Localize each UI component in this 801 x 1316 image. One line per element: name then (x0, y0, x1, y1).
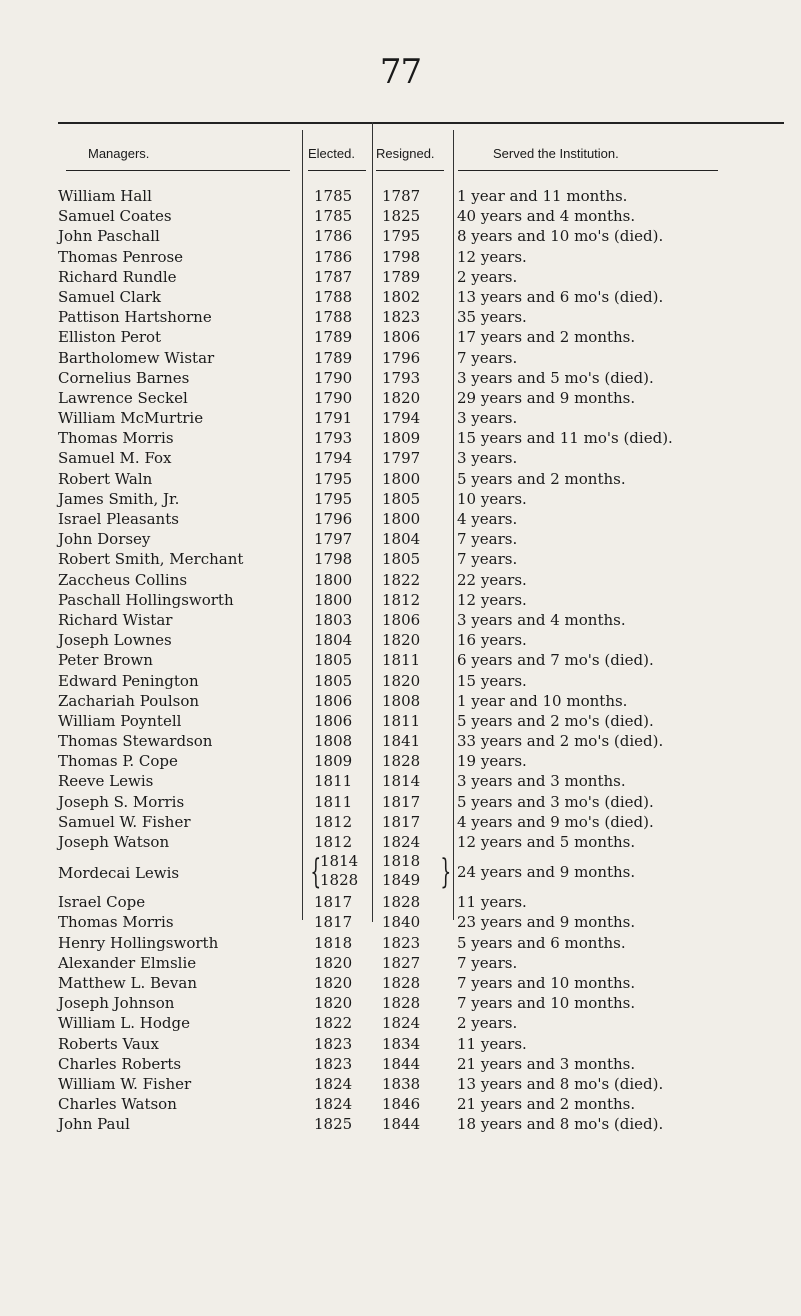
resigned-year: 1804 (382, 530, 421, 549)
elected-year: 1804 (314, 631, 353, 650)
table-row (58, 287, 784, 307)
table-row (58, 852, 784, 892)
resigned-year: 1840 (382, 913, 421, 932)
service-duration: 24 years and 9 months. (457, 863, 636, 882)
resigned-year: 1817 (382, 812, 421, 831)
service-duration: 11 years. (457, 893, 527, 912)
manager-name: Matthew L. Bevan (58, 973, 197, 992)
service-duration: 3 years and 3 months. (457, 772, 626, 791)
manager-name: Henry Hollingsworth (58, 933, 219, 952)
table-row (58, 469, 784, 489)
manager-name: Samuel Coates (58, 207, 172, 226)
table-row (58, 933, 784, 953)
table-row (58, 428, 784, 448)
manager-name: Richard Wistar (58, 610, 173, 629)
header-elected: Elected. (308, 146, 355, 161)
manager-name: Thomas P. Cope (58, 752, 178, 771)
manager-name: Robert Waln (58, 469, 153, 488)
service-duration: 21 years and 2 months. (457, 1095, 636, 1114)
table-row (58, 226, 784, 246)
table-row (58, 771, 784, 791)
table-row (58, 590, 784, 610)
manager-name: Thomas Penrose (58, 247, 184, 266)
elected-year: 1814 (320, 852, 359, 871)
elected-year: 1803 (314, 610, 353, 629)
resigned-year: 1823 (382, 308, 421, 327)
elected-year: 1817 (314, 893, 353, 912)
table-row (58, 711, 784, 731)
elected-year: 1788 (314, 308, 353, 327)
table-row (58, 267, 784, 287)
resigned-year: 1809 (382, 429, 421, 448)
manager-name: Roberts Vaux (58, 1034, 159, 1053)
service-duration: 29 years and 9 months. (457, 388, 636, 407)
service-duration: 2 years. (457, 267, 518, 286)
manager-name: Paschall Hollingsworth (58, 590, 234, 609)
service-duration: 13 years and 8 mo's (died). (457, 1074, 664, 1093)
table-row (58, 1074, 784, 1094)
service-duration: 4 years and 9 mo's (died). (457, 812, 654, 831)
service-duration: 5 years and 2 months. (457, 469, 626, 488)
manager-name: Thomas Stewardson (58, 732, 213, 751)
elected-year: 1811 (314, 772, 353, 791)
manager-name: Edward Penington (58, 671, 199, 690)
resigned-year: 1811 (382, 651, 421, 670)
service-duration: 10 years. (457, 489, 527, 508)
manager-name: William Poyntell (58, 711, 182, 730)
page-number: 77 (379, 52, 422, 92)
manager-name: Pattison Hartshorne (58, 308, 212, 327)
service-duration: 33 years and 2 mo's (died). (457, 732, 664, 751)
resigned-year: 1818 (382, 852, 421, 871)
service-duration: 40 years and 4 months. (457, 207, 636, 226)
service-duration: 23 years and 9 months. (457, 913, 636, 932)
elected-year: 1786 (314, 227, 353, 246)
table-row (58, 307, 784, 327)
table-row (58, 731, 784, 751)
service-duration: 15 years and 11 mo's (died). (457, 429, 673, 448)
elected-year: 1790 (314, 388, 353, 407)
resigned-year: 1800 (382, 469, 421, 488)
manager-name: Samuel Clark (58, 287, 162, 306)
resigned-year: 1828 (382, 893, 421, 912)
manager-name: John Paul (58, 1115, 130, 1134)
elected-year: 1793 (314, 429, 353, 448)
manager-name: Thomas Morris (58, 913, 174, 932)
table-row (58, 671, 784, 691)
service-duration: 18 years and 8 mo's (died). (457, 1115, 664, 1134)
manager-name: Peter Brown (58, 651, 153, 670)
elected-year: 1824 (314, 1095, 353, 1114)
header-rule (66, 170, 290, 171)
elected-year: 1790 (314, 368, 353, 387)
table-row (58, 691, 784, 711)
manager-name: Joseph S. Morris (58, 792, 185, 811)
resigned-year: 1828 (382, 752, 421, 771)
elected-year: 1789 (314, 348, 353, 367)
resigned-year: 1828 (382, 973, 421, 992)
table-header (58, 146, 784, 168)
service-duration: 12 years and 5 months. (457, 833, 636, 851)
elected-year: 1787 (314, 267, 353, 286)
resigned-year: 1824 (382, 1014, 421, 1033)
resigned-year: 1800 (382, 510, 421, 528)
manager-name: Samuel M. Fox (58, 449, 172, 468)
table-row (58, 953, 784, 973)
resigned-year: 1794 (382, 409, 421, 428)
table-row (58, 549, 784, 569)
service-duration: 35 years. (457, 308, 527, 327)
header-managers: Managers. (88, 146, 150, 161)
elected-year: 1796 (314, 510, 353, 528)
elected-year: 1805 (314, 651, 353, 670)
service-duration: 7 years. (457, 550, 518, 569)
table-row (58, 1094, 784, 1114)
table-row (58, 368, 784, 388)
table-row (58, 1034, 784, 1054)
service-duration: 22 years. (457, 570, 527, 589)
manager-name: William L. Hodge (58, 1014, 190, 1033)
manager-name: Elliston Perot (58, 328, 162, 347)
elected-year: 1785 (314, 207, 353, 226)
table-row (58, 832, 784, 852)
elected-year: 1818 (314, 933, 353, 952)
elected-year: 1824 (314, 1074, 353, 1093)
resigned-year: 1812 (382, 590, 421, 609)
table-body (58, 186, 784, 1134)
service-duration: 21 years and 3 months. (457, 1054, 636, 1073)
manager-name: Israel Pleasants (58, 510, 179, 528)
table-row (58, 206, 784, 226)
elected-year: 1797 (314, 530, 353, 549)
table-row (58, 1114, 784, 1134)
service-duration: 7 years. (457, 530, 518, 549)
resigned-years (382, 852, 420, 890)
table-row (58, 892, 784, 912)
elected-year: 1823 (314, 1054, 353, 1073)
manager-name: Zachariah Poulson (58, 691, 200, 710)
resigned-year: 1795 (382, 227, 421, 246)
elected-year: 1805 (314, 671, 353, 690)
service-duration: 11 years. (457, 1034, 527, 1053)
service-duration: 7 years and 10 months. (457, 994, 636, 1013)
elected-year: 1809 (314, 752, 353, 771)
resigned-year: 1827 (382, 953, 421, 972)
resigned-year: 1822 (382, 570, 421, 589)
resigned-year: 1805 (382, 489, 421, 508)
elected-year: 1812 (314, 812, 353, 831)
service-duration: 8 years and 10 mo's (died). (457, 227, 664, 246)
resigned-year: 1797 (382, 449, 421, 468)
resigned-year: 1796 (382, 348, 421, 367)
resigned-year: 1824 (382, 833, 421, 851)
table-row (58, 812, 784, 832)
elected-year: 1808 (314, 732, 353, 751)
elected-year: 1825 (314, 1115, 353, 1134)
table-row (58, 570, 784, 590)
resigned-year: 1793 (382, 368, 421, 387)
table-row (58, 408, 784, 428)
service-duration: 7 years. (457, 348, 518, 367)
service-duration: 5 years and 3 mo's (died). (457, 792, 654, 811)
resigned-year: 1828 (382, 994, 421, 1013)
elected-year: 1800 (314, 570, 353, 589)
elected-year: 1785 (314, 187, 353, 205)
manager-name: Reeve Lewis (58, 772, 154, 791)
table-row (58, 489, 784, 509)
manager-name: Charles Watson (58, 1095, 177, 1114)
manager-name: Mordecai Lewis (58, 864, 180, 883)
service-duration: 1 year and 10 months. (457, 691, 628, 710)
elected-year: 1822 (314, 1014, 353, 1033)
elected-year: 1795 (314, 469, 353, 488)
table-row (58, 509, 784, 529)
resigned-year: 1820 (382, 631, 421, 650)
manager-name: Cornelius Barnes (58, 368, 190, 387)
resigned-year: 1806 (382, 328, 421, 347)
elected-year: 1795 (314, 489, 353, 508)
resigned-year: 1814 (382, 772, 421, 791)
service-duration: 5 years and 2 mo's (died). (457, 711, 654, 730)
manager-name: William McMurtrie (58, 409, 204, 428)
manager-name: James Smith, Jr. (58, 489, 180, 508)
table-row (58, 529, 784, 549)
manager-name: William W. Fisher (58, 1074, 192, 1093)
elected-year: 1789 (314, 328, 353, 347)
manager-name: John Paschall (58, 227, 160, 246)
table-row (58, 348, 784, 368)
service-duration: 7 years. (457, 953, 518, 972)
resigned-year: 1844 (382, 1115, 421, 1134)
table-row (58, 448, 784, 468)
table-row (58, 973, 784, 993)
resigned-year: 1789 (382, 267, 421, 286)
manager-name: William Hall (58, 187, 152, 205)
elected-year: 1820 (314, 973, 353, 992)
resigned-year: 1820 (382, 671, 421, 690)
manager-name: Joseph Johnson (58, 994, 175, 1013)
manager-name: Thomas Morris (58, 429, 174, 448)
header-served: Served the Institution. (493, 146, 619, 161)
elected-year: 1786 (314, 247, 353, 266)
service-duration: 4 years. (457, 510, 518, 528)
manager-name: Lawrence Seckel (58, 388, 188, 407)
manager-name: Zaccheus Collins (58, 570, 188, 589)
resigned-year: 1838 (382, 1074, 421, 1093)
elected-year: 1828 (320, 871, 359, 890)
manager-name: Alexander Elmslie (58, 953, 197, 972)
header-rule (376, 170, 444, 171)
service-duration: 16 years. (457, 631, 527, 650)
service-duration: 3 years. (457, 449, 518, 468)
manager-name: Joseph Watson (58, 833, 170, 851)
resigned-year: 1820 (382, 388, 421, 407)
brace-left: { (310, 852, 322, 893)
service-duration: 12 years. (457, 590, 527, 609)
elected-year: 1806 (314, 691, 353, 710)
manager-name: John Dorsey (58, 530, 151, 549)
header-resigned: Resigned. (376, 146, 435, 161)
manager-name: Israel Cope (58, 893, 146, 912)
service-duration: 12 years. (457, 247, 527, 266)
resigned-year: 1798 (382, 247, 421, 266)
manager-name: Charles Roberts (58, 1054, 182, 1073)
elected-years (320, 852, 358, 890)
service-duration: 3 years and 4 months. (457, 610, 626, 629)
elected-year: 1817 (314, 913, 353, 932)
elected-year: 1812 (314, 833, 353, 851)
table-row (58, 610, 784, 630)
service-duration: 7 years and 10 months. (457, 973, 636, 992)
service-duration: 1 year and 11 months. (457, 187, 628, 205)
table-row (58, 792, 784, 812)
resigned-year: 1808 (382, 691, 421, 710)
service-duration: 3 years. (457, 409, 518, 428)
top-rule (58, 122, 784, 124)
service-duration: 13 years and 6 mo's (died). (457, 287, 664, 306)
elected-year: 1800 (314, 590, 353, 609)
elected-year: 1823 (314, 1034, 353, 1053)
service-duration: 2 years. (457, 1014, 518, 1033)
table-row (58, 912, 784, 932)
manager-name: Joseph Lownes (58, 631, 172, 650)
resigned-year: 1834 (382, 1034, 421, 1053)
elected-year: 1788 (314, 287, 353, 306)
table-row (58, 388, 784, 408)
table-row (58, 650, 784, 670)
manager-name: Robert Smith, Merchant (58, 550, 244, 569)
resigned-year: 1844 (382, 1054, 421, 1073)
service-duration: 19 years. (457, 752, 527, 771)
elected-year: 1811 (314, 792, 353, 811)
elected-year: 1820 (314, 953, 353, 972)
resigned-year: 1811 (382, 711, 421, 730)
resigned-year: 1805 (382, 550, 421, 569)
resigned-year: 1802 (382, 287, 421, 306)
elected-year: 1798 (314, 550, 353, 569)
table-row (58, 327, 784, 347)
brace-right: } (440, 852, 452, 893)
service-duration: 3 years and 5 mo's (died). (457, 368, 654, 387)
resigned-year: 1849 (382, 871, 421, 890)
elected-year: 1820 (314, 994, 353, 1013)
header-rule (458, 170, 718, 171)
table-row (58, 1054, 784, 1074)
resigned-year: 1846 (382, 1095, 421, 1114)
table-row (58, 186, 784, 206)
table-row (58, 993, 784, 1013)
resigned-year: 1787 (382, 187, 421, 205)
resigned-year: 1823 (382, 933, 421, 952)
table-row (58, 247, 784, 267)
resigned-year: 1841 (382, 732, 421, 751)
service-duration: 6 years and 7 mo's (died). (457, 651, 654, 670)
manager-name: Samuel W. Fisher (58, 812, 191, 831)
table-row (58, 751, 784, 771)
elected-year: 1794 (314, 449, 353, 468)
service-duration: 17 years and 2 months. (457, 328, 636, 347)
resigned-year: 1806 (382, 610, 421, 629)
elected-year: 1806 (314, 711, 353, 730)
resigned-year: 1825 (382, 207, 421, 226)
manager-name: Bartholomew Wistar (58, 348, 215, 367)
service-duration: 5 years and 6 months. (457, 933, 626, 952)
table-row (58, 630, 784, 650)
table-row (58, 1013, 784, 1033)
manager-name: Richard Rundle (58, 267, 177, 286)
elected-year: 1791 (314, 409, 353, 428)
header-rule (308, 170, 366, 171)
resigned-year: 1817 (382, 792, 421, 811)
service-duration: 15 years. (457, 671, 527, 690)
